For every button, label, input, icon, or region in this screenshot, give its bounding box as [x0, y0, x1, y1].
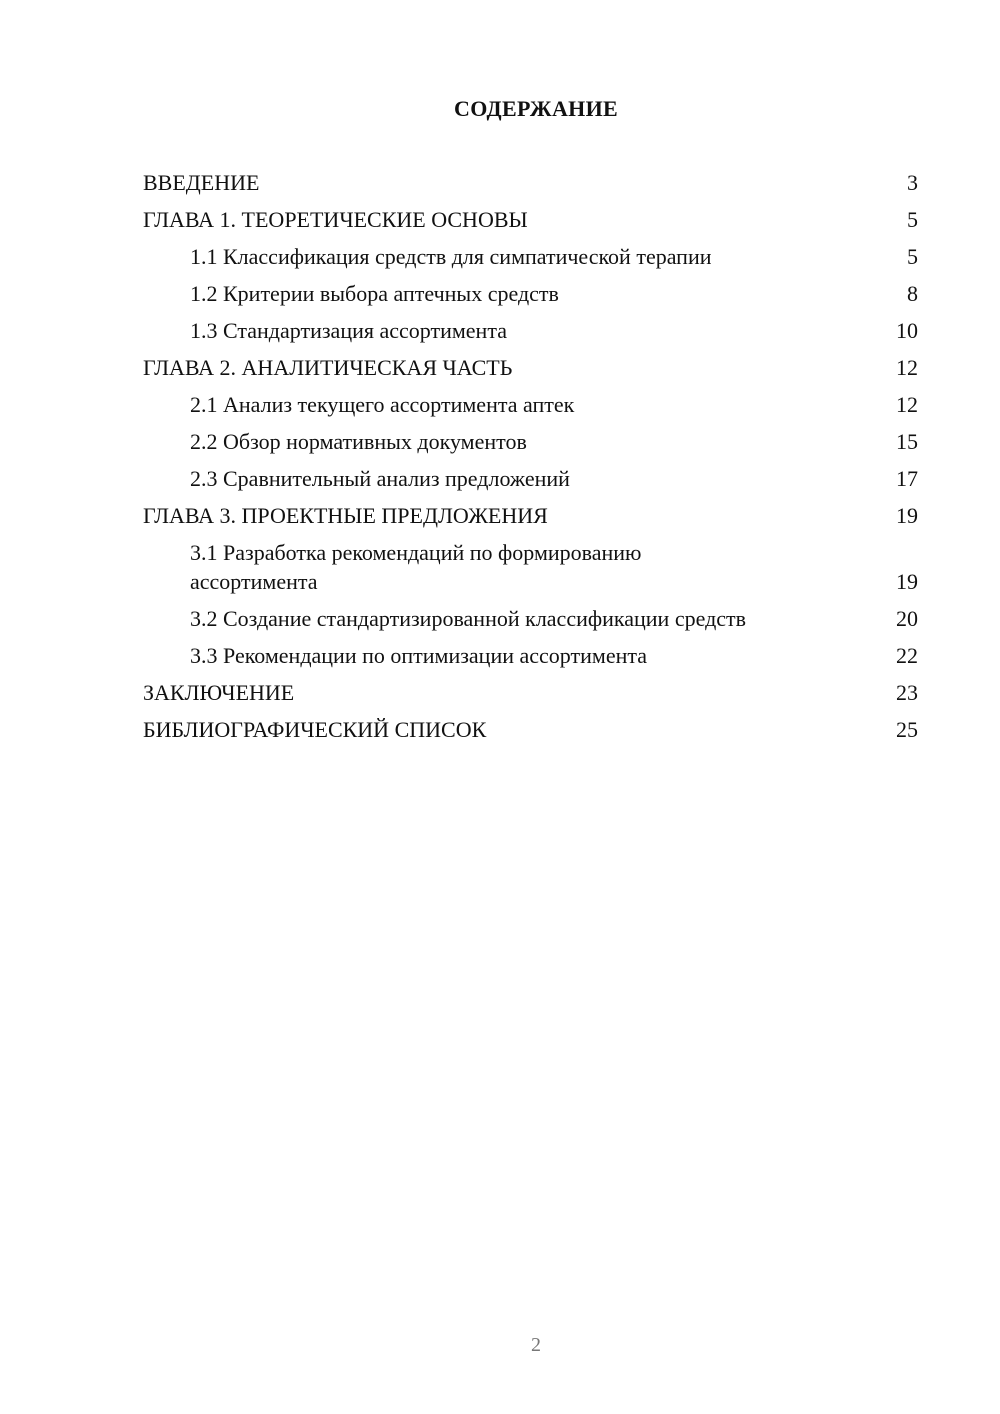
toc-entry-page: 19: [896, 503, 918, 528]
toc-entry-page: 19: [896, 569, 918, 594]
toc-entry-page: 5: [907, 207, 918, 232]
toc-entry-section-3-2[interactable]: [143, 604, 918, 633]
toc-entry-chapter-1[interactable]: [143, 205, 918, 234]
toc-entry-page: 12: [896, 392, 918, 417]
toc-entry-label: 1.2 Критерии выбора аптечных средств: [190, 281, 559, 306]
toc-entry-label: 2.1 Анализ текущего ассортимента аптек: [190, 392, 575, 417]
toc-entry-page: 8: [907, 281, 918, 306]
toc-entry-page: 15: [896, 429, 918, 454]
table-of-contents: [143, 168, 918, 752]
toc-entry-section-1-3[interactable]: [143, 316, 918, 345]
toc-entry-section-2-3[interactable]: [143, 464, 918, 493]
page-number: 2: [531, 1334, 541, 1356]
toc-entry-page: 22: [896, 643, 918, 668]
toc-entry-conclusion[interactable]: [143, 678, 918, 707]
toc-entry-page: 23: [896, 680, 918, 705]
toc-entry-section-2-1[interactable]: [143, 390, 918, 419]
toc-entry-label: 1.3 Стандартизация ассортимента: [190, 318, 507, 343]
toc-entry-label: ГЛАВА 1. ТЕОРЕТИЧЕСКИЕ ОСНОВЫ: [143, 207, 528, 232]
toc-entry-page: 12: [896, 355, 918, 380]
toc-entry-label: ГЛАВА 2. АНАЛИТИЧЕСКАЯ ЧАСТЬ: [143, 355, 513, 380]
toc-entry-page: 17: [896, 466, 918, 491]
toc-entry-label: БИБЛИОГРАФИЧЕСКИЙ СПИСОК: [143, 717, 487, 742]
toc-entry-page: 5: [907, 244, 918, 269]
page-title: СОДЕРЖАНИЕ: [454, 96, 618, 121]
toc-entry-label: 3.2 Создание стандартизированной классификации средств: [190, 606, 747, 631]
toc-entry-section-3-1[interactable]: [143, 538, 918, 596]
toc-entry-label: 2.3 Сравнительный анализ предложений: [190, 466, 570, 491]
toc-entry-section-1-1[interactable]: [143, 242, 918, 271]
toc-entry-section-2-2[interactable]: [143, 427, 918, 456]
toc-entry-label: 3.1 Разработка рекомендаций по формированию ассортимента: [190, 540, 642, 594]
toc-entry-label: 1.1 Классификация средств для симпатической терапии: [190, 244, 712, 269]
toc-entry-label: 2.2 Обзор нормативных документов: [190, 429, 527, 454]
toc-entry-introduction[interactable]: [143, 168, 918, 197]
toc-entry-label: ВВЕДЕНИЕ: [143, 170, 260, 195]
toc-entry-section-3-3[interactable]: [143, 641, 918, 670]
toc-entry-label: ГЛАВА 3. ПРОЕКТНЫЕ ПРЕДЛОЖЕНИЯ: [143, 503, 548, 528]
toc-entry-page: 10: [896, 318, 918, 343]
toc-entry-section-1-2[interactable]: [143, 279, 918, 308]
toc-entry-label: 3.3 Рекомендации по оптимизации ассортимента: [190, 643, 648, 668]
toc-entry-page: 3: [907, 170, 918, 195]
toc-entry-bibliography[interactable]: [143, 715, 918, 744]
toc-entry-page: 20: [896, 606, 918, 631]
toc-entry-label: ЗАКЛЮЧЕНИЕ: [143, 680, 295, 705]
toc-entry-chapter-2[interactable]: [143, 353, 918, 382]
toc-entry-page: 25: [896, 717, 918, 742]
toc-entry-chapter-3[interactable]: [143, 501, 918, 530]
